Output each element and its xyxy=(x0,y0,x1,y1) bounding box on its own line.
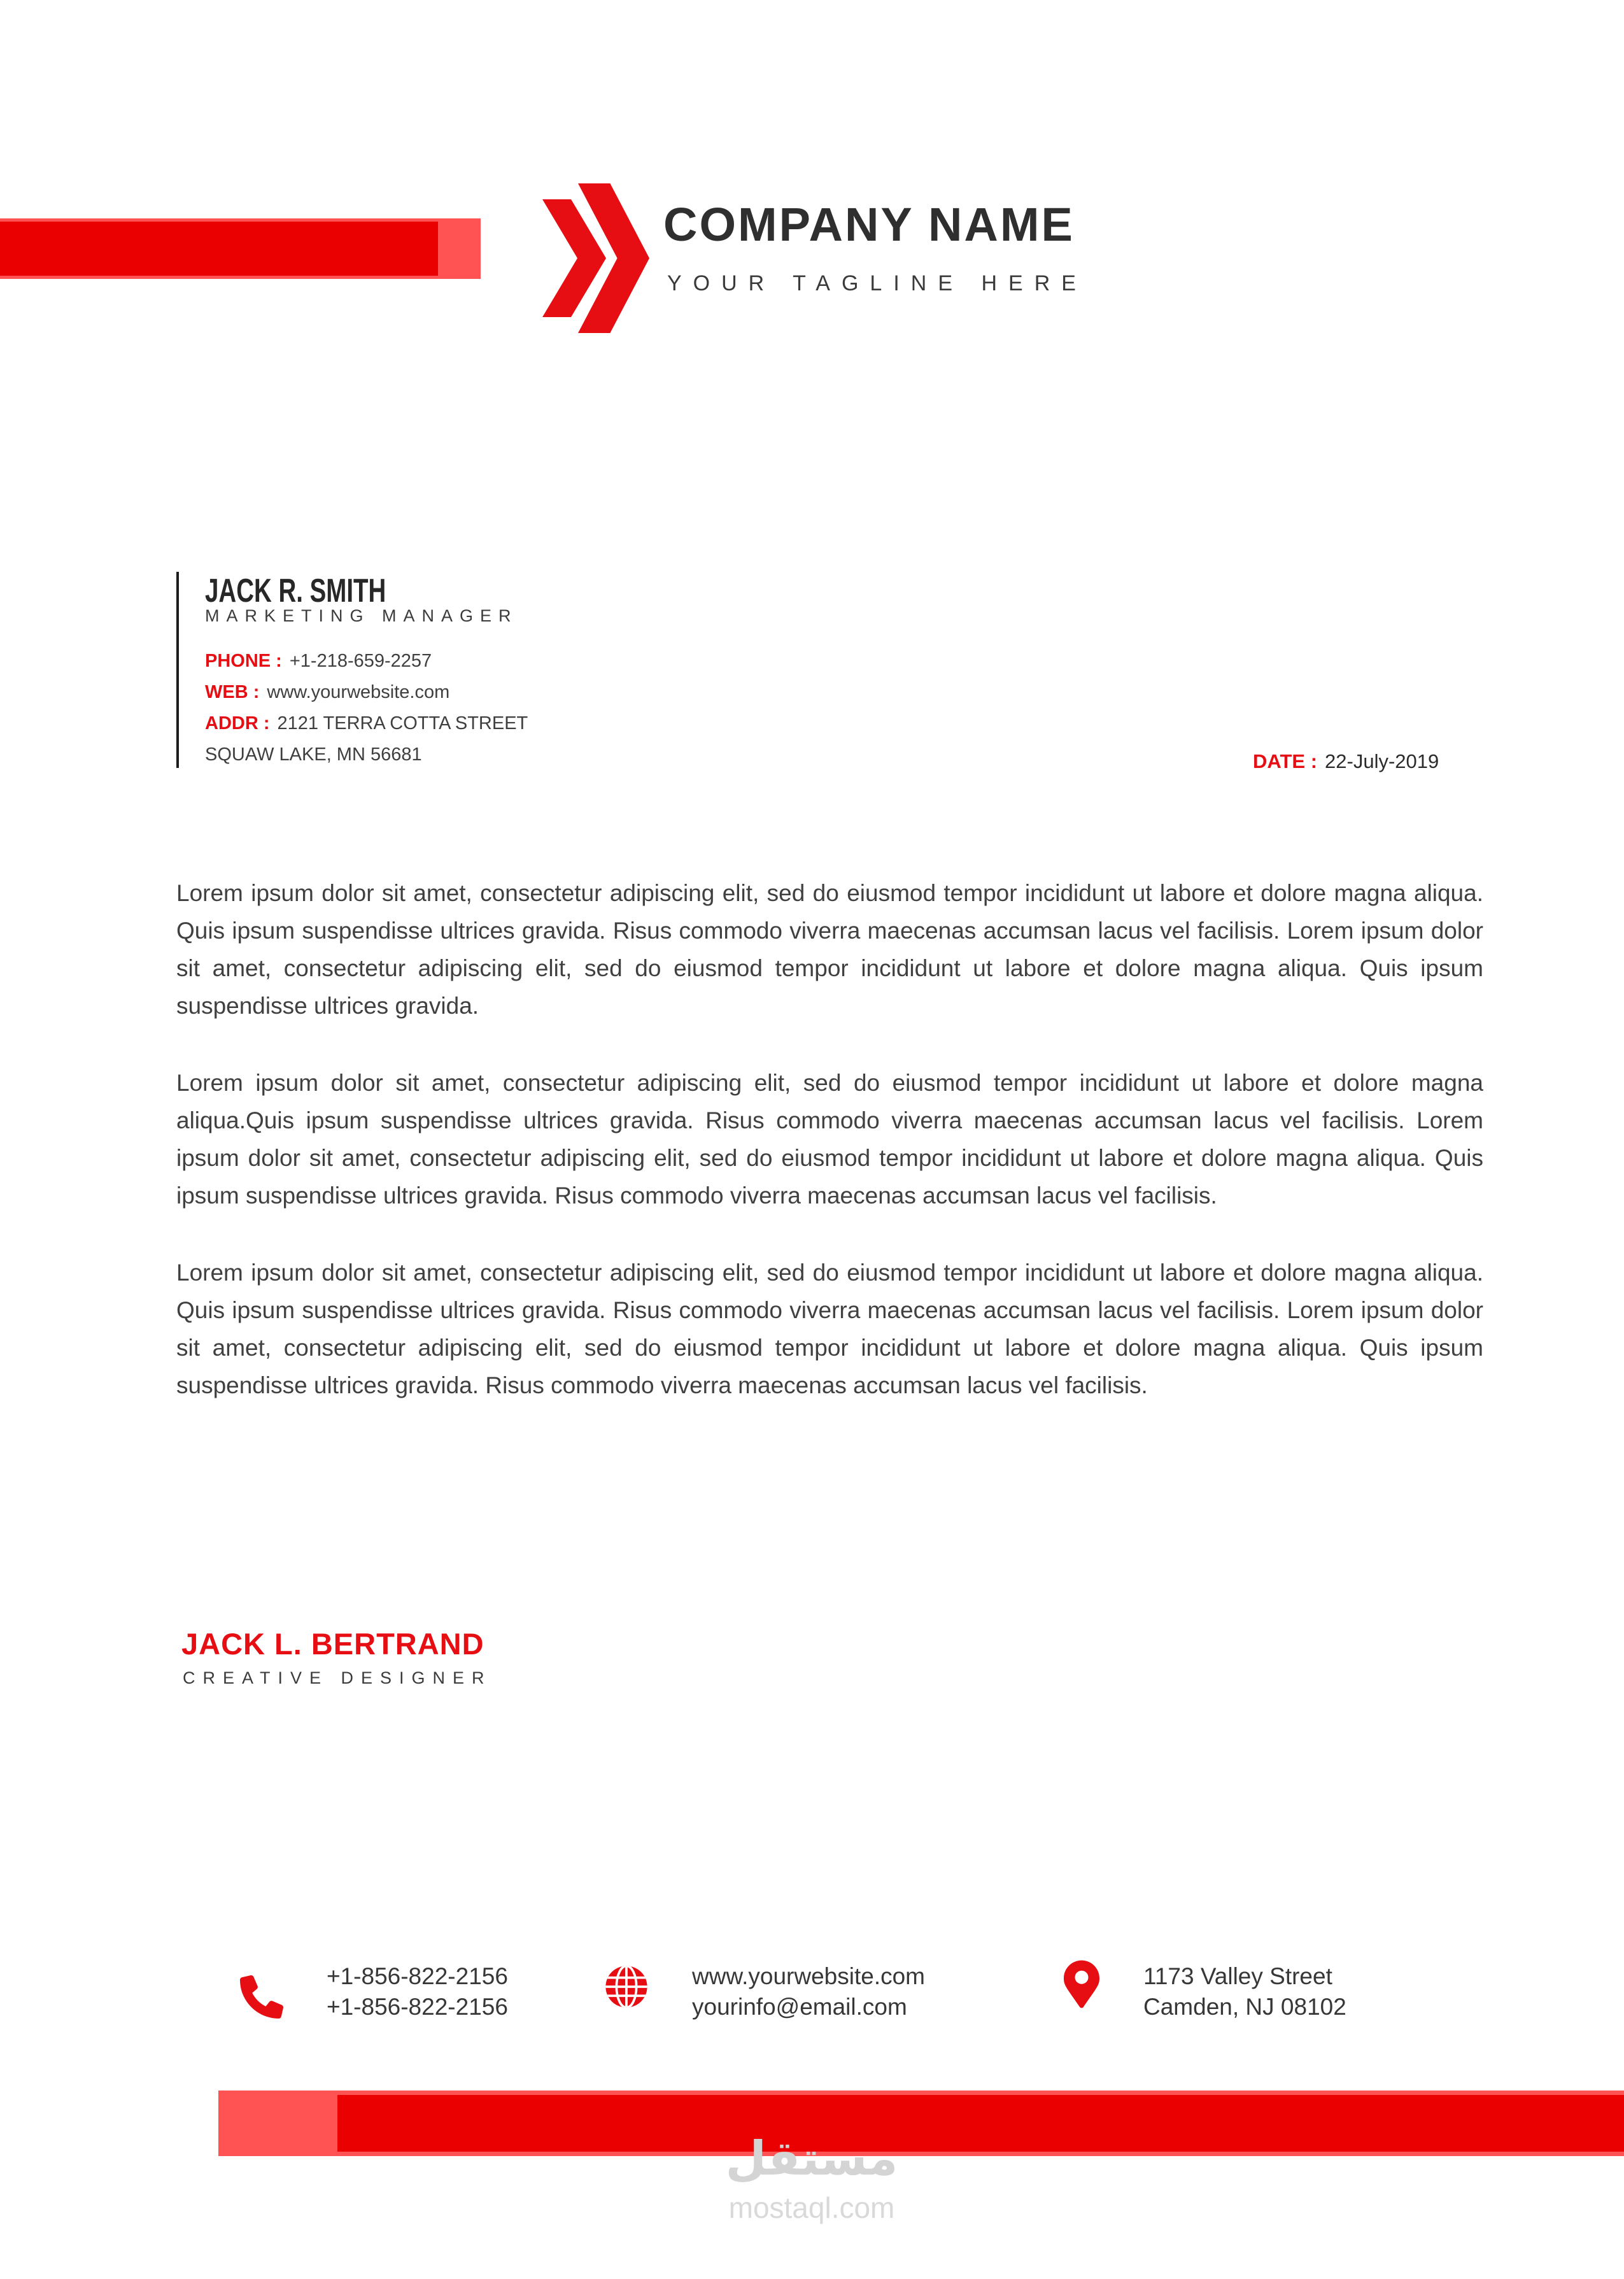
date-row xyxy=(1253,751,1439,771)
sender-addr-line2: SQUAW LAKE, MN 56681 xyxy=(205,744,422,765)
phone-value: +1-218-659-2257 xyxy=(289,651,432,671)
footer-phone-line2: +1-856-822-2156 xyxy=(327,1994,508,2020)
phone-label: PHONE : xyxy=(205,651,282,671)
sender-role: MARKETING MANAGER xyxy=(205,606,518,625)
bottom-accent-bar-dark xyxy=(337,2095,1624,2152)
date-value: 22-July-2019 xyxy=(1325,750,1439,772)
paragraph: Lorem ipsum dolor sit amet, consectetur adipiscing elit, sed do eiusmod tempor incididunt ut labore et dolore magna aliqua. Quis ipsum suspendisse ultrices gravida. Risus commodo viverra maecenas accumsan lacus vel facilisis. Lorem ipsum dolor sit amet, consectetur adipiscing elit, sed do eiusmod tempor incididunt ut labore et dolore magna aliqua. Quis ipsum suspendisse ultrices gravida. Risus commodo viverra maecenas accumsan lacus vel facilisis. xyxy=(176,1260,1483,1398)
sender-addr-row xyxy=(205,708,528,739)
footer-email: yourinfo@email.com xyxy=(692,1994,907,2020)
company-name: COMPANY NAME xyxy=(663,198,1075,251)
sender-web-row xyxy=(205,677,528,708)
date-label: DATE : xyxy=(1253,750,1318,772)
web-label: WEB : xyxy=(205,682,260,702)
paragraph: Lorem ipsum dolor sit amet, consectetur adipiscing elit, sed do eiusmod tempor incididunt ut labore et dolore magna aliqua. Quis ipsum suspendisse ultrices gravida. Risus commodo viverra maecenas accumsan lacus vel facilisis. Lorem ipsum dolor sit amet, consectetur adipiscing elit, sed do eiusmod tempor incididunt ut labore et dolore magna aliqua. Quis ipsum suspendisse ultrices gravida. xyxy=(176,880,1483,1019)
watermark-domain: mostaql.com xyxy=(728,2190,895,2224)
footer-phone-line1: +1-856-822-2156 xyxy=(327,1963,508,1989)
footer-phone-block xyxy=(327,1961,508,2022)
paragraph: Lorem ipsum dolor sit amet, consectetur adipiscing elit, sed do eiusmod tempor incididunt ut labore et dolore magna aliqua.Quis ipsum suspendisse ultrices gravida. Risus commodo viverra maecenas accumsan lacus vel facilisis. Lorem ipsum dolor sit amet, consectetur adipiscing elit, sed do eiusmod tempor incididunt ut labore et dolore magna aliqua. Quis ipsum suspendisse ultrices gravida. Risus commodo viverra maecenas accumsan lacus vel facilisis. xyxy=(176,1070,1483,1209)
globe-icon xyxy=(605,1965,648,2008)
watermark xyxy=(659,2131,964,2224)
signature-role: CREATIVE DESIGNER xyxy=(183,1668,492,1687)
footer-address-line2: Camden, NJ 08102 xyxy=(1143,1994,1346,2020)
sender-name: JACK R. SMITH xyxy=(205,572,386,609)
footer-address-block xyxy=(1143,1961,1346,2022)
footer-web-block xyxy=(692,1961,925,2022)
footer-address-line1: 1173 Valley Street xyxy=(1143,1963,1332,1989)
top-accent-bar-dark xyxy=(0,222,438,276)
footer-website: www.yourwebsite.com xyxy=(692,1963,926,1989)
web-value: www.yourwebsite.com xyxy=(267,682,450,702)
sender-contact-list xyxy=(205,646,528,770)
watermark-arabic-logo: مستقل xyxy=(725,2131,898,2186)
letter-body xyxy=(176,874,1483,1444)
sender-divider-rule xyxy=(176,572,179,768)
phone-icon xyxy=(240,1975,283,2019)
company-tagline: YOUR TAGLINE HERE xyxy=(667,271,1087,295)
addr-label: ADDR : xyxy=(205,713,270,734)
addr-value: 2121 TERRA COTTA STREET xyxy=(277,713,528,734)
sender-phone-row xyxy=(205,646,528,677)
map-pin-icon xyxy=(1064,1959,1099,2010)
company-logo xyxy=(542,183,649,333)
signature-name: JACK L. BERTRAND xyxy=(181,1627,484,1661)
